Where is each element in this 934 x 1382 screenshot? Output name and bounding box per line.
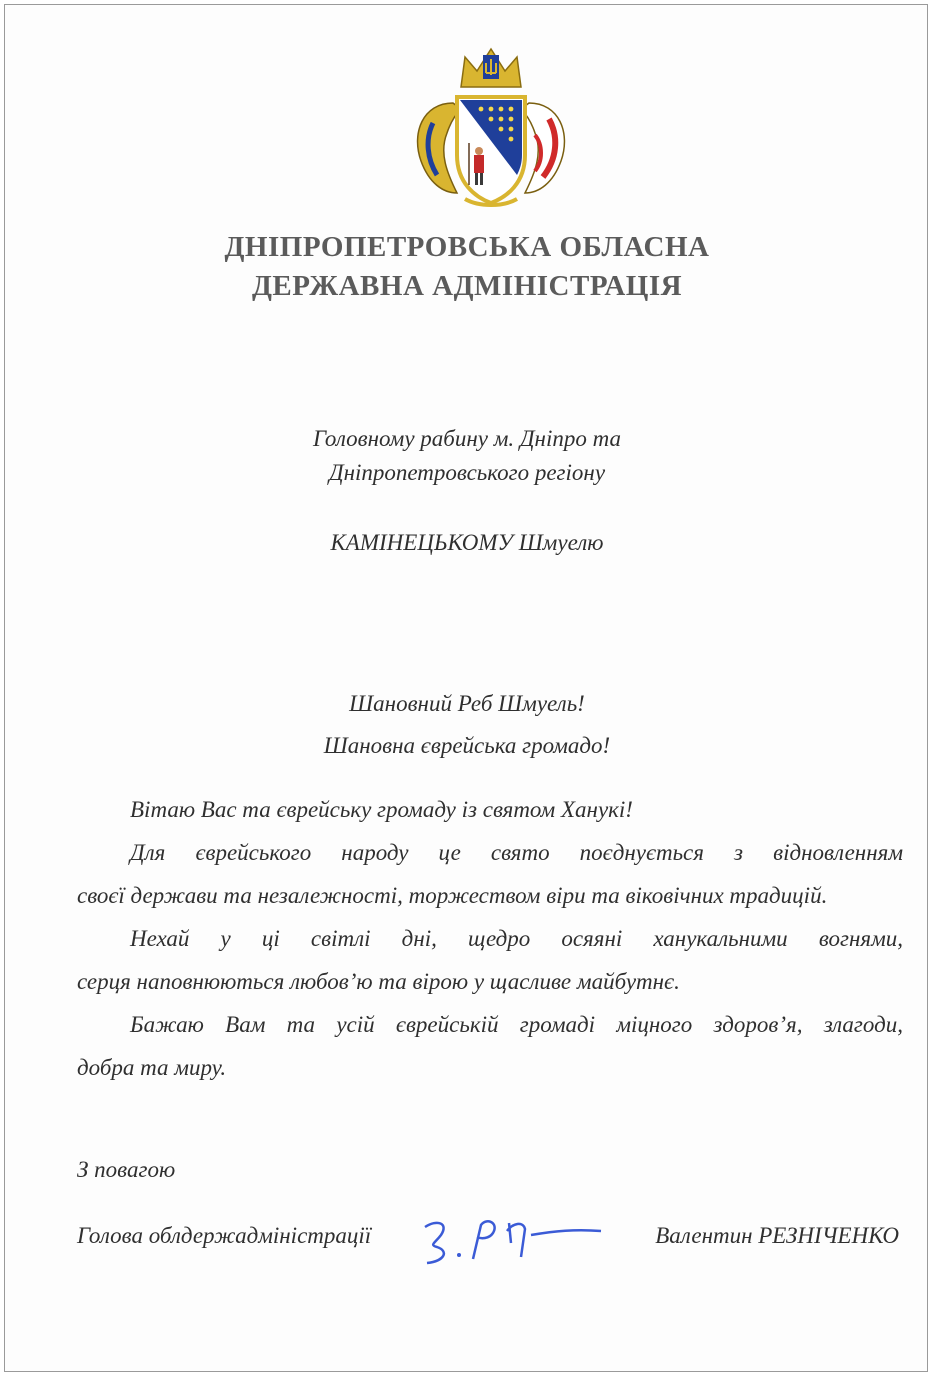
paragraph-3-line-2: серця наповнюються любов’ю та вірою у щасливе майбутнє.	[77, 969, 680, 994]
signer-position: Голова облдержадміністрації	[77, 1223, 372, 1248]
greeting-line-2: Шановна єврейська громадо!	[323, 733, 611, 758]
paragraph-1: Вітаю Вас та єврейську громаду із святом Ханукі!	[130, 797, 633, 822]
paragraph-2-line-2: своєї держави та незалежності, торжеством віри та віковічних традицій.	[77, 883, 828, 908]
addressee-name: КАМІНЕЦЬКОМУ Шмуелю	[330, 530, 604, 555]
letter-page	[4, 4, 928, 1372]
paragraph-2-line-1: Для єврейського народу це свято поєднується з відновленням	[130, 840, 903, 865]
paragraph-3-line-1: Нехай у ці світлі дні, щедро осяяні ханукальними вогнями,	[130, 926, 903, 951]
greeting-line-1: Шановний Реб Шмуель!	[349, 691, 585, 716]
org-name-line-2: ДЕРЖАВНА АДМІНІСТРАЦІЯ	[251, 270, 683, 302]
org-name-line-1: ДНІПРОПЕТРОВСЬКА ОБЛАСНА	[224, 231, 710, 263]
handwritten-signature	[415, 1209, 605, 1269]
addressee-line-1: Головному рабину м. Дніпро та	[313, 426, 621, 451]
closing-regards: З повагою	[77, 1157, 176, 1182]
coat-of-arms-emblem	[403, 43, 579, 211]
paragraph-4-line-2: добра та миру.	[77, 1055, 227, 1080]
paragraph-4-line-1: Бажаю Вам та усій єврейській громаді міцного здоров’я, злагоди,	[130, 1012, 903, 1037]
addressee-line-2: Дніпропетровського регіону	[328, 460, 606, 485]
signer-name: Валентин РЕЗНІЧЕНКО	[655, 1223, 899, 1248]
